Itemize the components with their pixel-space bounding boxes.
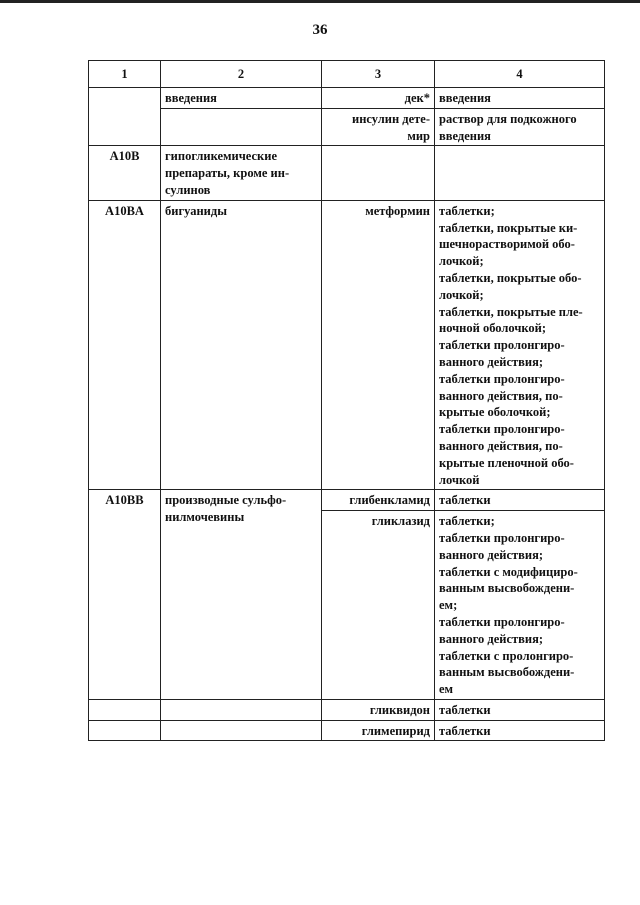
dosage-forms-cell [435,720,605,741]
active-substance-cell [322,490,435,511]
dosage-forms-cell-line: ванного действия, по- [439,388,563,403]
dosage-forms-cell [435,200,605,490]
dosage-forms-cell [435,88,605,109]
column-header-3: 3 [322,61,435,88]
top-border-rule [0,0,640,3]
dosage-forms-cell-line: крытые пленочной обо- [439,455,574,470]
atc-code-cell: A10B [89,146,161,200]
active-substance-cell-line: дек* [404,91,430,105]
atc-code-cell: A10BB [89,490,161,700]
dosage-forms-cell-line: таблетки [439,702,491,717]
atc-code-cell [89,88,161,146]
table-row [89,720,605,741]
active-substance-cell [322,108,435,146]
dosage-forms-cell-line: таблетки, покрытые ки- [439,220,578,235]
table-row [89,200,605,490]
atc-code-cell [89,720,161,741]
dosage-forms-cell-line: лочкой; [439,287,484,302]
column-header-2: 2 [161,61,322,88]
dosage-forms-cell-line: введения [439,91,491,105]
pharmacological-group-cell-line: бигуаниды [165,203,227,218]
dosage-forms-cell [435,490,605,511]
drug-classification-table [88,60,605,741]
dosage-forms-cell-line: лочкой [439,472,480,487]
table-header-row [89,61,605,88]
dosage-forms-cell-line: таблетки пролонгиро- [439,422,565,437]
dosage-forms-cell [435,511,605,700]
dosage-forms-cell-line: таблетки; [439,203,495,218]
column-header-4: 4 [435,61,605,88]
dosage-forms-cell [435,699,605,720]
dosage-forms-cell-line: раствор для подкожного [439,111,577,126]
pharmacological-group-cell [161,200,322,490]
dosage-forms-cell-line: таблетки; [439,514,495,529]
dosage-forms-cell [435,108,605,146]
dosage-forms-cell-line: ванного действия, по- [439,438,563,453]
dosage-forms-cell-line: шечнорастворимой обо- [439,237,575,252]
pharmacological-group-cell [161,699,322,720]
table-row [89,699,605,720]
pharmacological-group-cell-line: производные сульфо- [165,493,287,508]
dosage-forms-cell-line: введения [439,128,491,143]
dosage-forms-cell-line: ванным высвобождени- [439,665,575,680]
dosage-forms-cell-line: таблетки пролонгиро- [439,614,565,629]
dosage-forms-cell-line: ночной оболочкой; [439,321,547,336]
dosage-forms-cell-line: таблетки с пролонгиро- [439,648,574,663]
dosage-forms-cell-line: таблетки пролонгиро- [439,338,565,353]
dosage-forms-cell-line: крытые оболочкой; [439,405,551,420]
pharmacological-group-cell [161,108,322,146]
atc-code-cell: A10BA [89,200,161,490]
table-body [89,88,605,741]
pharmacological-group-cell [161,88,322,109]
dosage-forms-cell-line: ванного действия; [439,354,544,369]
dosage-forms-cell-line: таблетки [439,493,491,508]
dosage-forms-cell-line: ванного действия; [439,547,544,562]
dosage-forms-cell-line: таблетки [439,723,491,738]
table-row [89,88,605,109]
dosage-forms-cell-line: ем; [439,598,458,613]
active-substance-cell-line: инсулин дете- [352,111,430,126]
atc-code-cell [89,699,161,720]
dosage-forms-cell-line: ем [439,682,454,697]
active-substance-cell [322,720,435,741]
active-substance-cell-line: мир [407,128,430,143]
pharmacological-group-cell-line: введения [165,91,217,105]
pharmacological-group-cell-line: препараты, кроме ин- [165,166,290,181]
active-substance-cell [322,146,435,200]
column-header-1: 1 [89,61,161,88]
dosage-forms-cell-line: таблетки с модифициро- [439,564,578,579]
table-row [89,490,605,511]
dosage-forms-cell [435,146,605,200]
dosage-forms-cell-line: таблетки пролонгиро- [439,371,565,386]
active-substance-cell-line: глимепирид [361,723,430,738]
active-substance-cell-line: гликвидон [369,702,430,717]
dosage-forms-cell-line: таблетки, покрытые пле- [439,304,583,319]
pharmacological-group-cell-line: нилмочевины [165,510,245,525]
dosage-forms-cell-line: таблетки пролонгиро- [439,530,565,545]
active-substance-cell [322,511,435,700]
pharmacological-group-cell-line: гипогликемические [165,149,277,164]
dosage-forms-cell-line: таблетки, покрытые обо- [439,270,582,285]
table-row [89,146,605,200]
active-substance-cell [322,200,435,490]
active-substance-cell-line: метформин [365,203,430,218]
pharmacological-group-cell [161,146,322,200]
pharmacological-group-cell-line: сулинов [165,182,211,197]
dosage-forms-cell-line: ванного действия; [439,631,544,646]
table-row [89,108,605,146]
pharmacological-group-cell [161,490,322,700]
active-substance-cell-line: глибенкламид [349,493,430,508]
active-substance-cell [322,699,435,720]
active-substance-cell [322,88,435,109]
active-substance-cell-line: гликлазид [371,514,430,529]
page-number: 36 [312,22,328,38]
dosage-forms-cell-line: лочкой; [439,254,484,269]
dosage-forms-cell-line: ванным высвобождени- [439,581,575,596]
pharmacological-group-cell [161,720,322,741]
